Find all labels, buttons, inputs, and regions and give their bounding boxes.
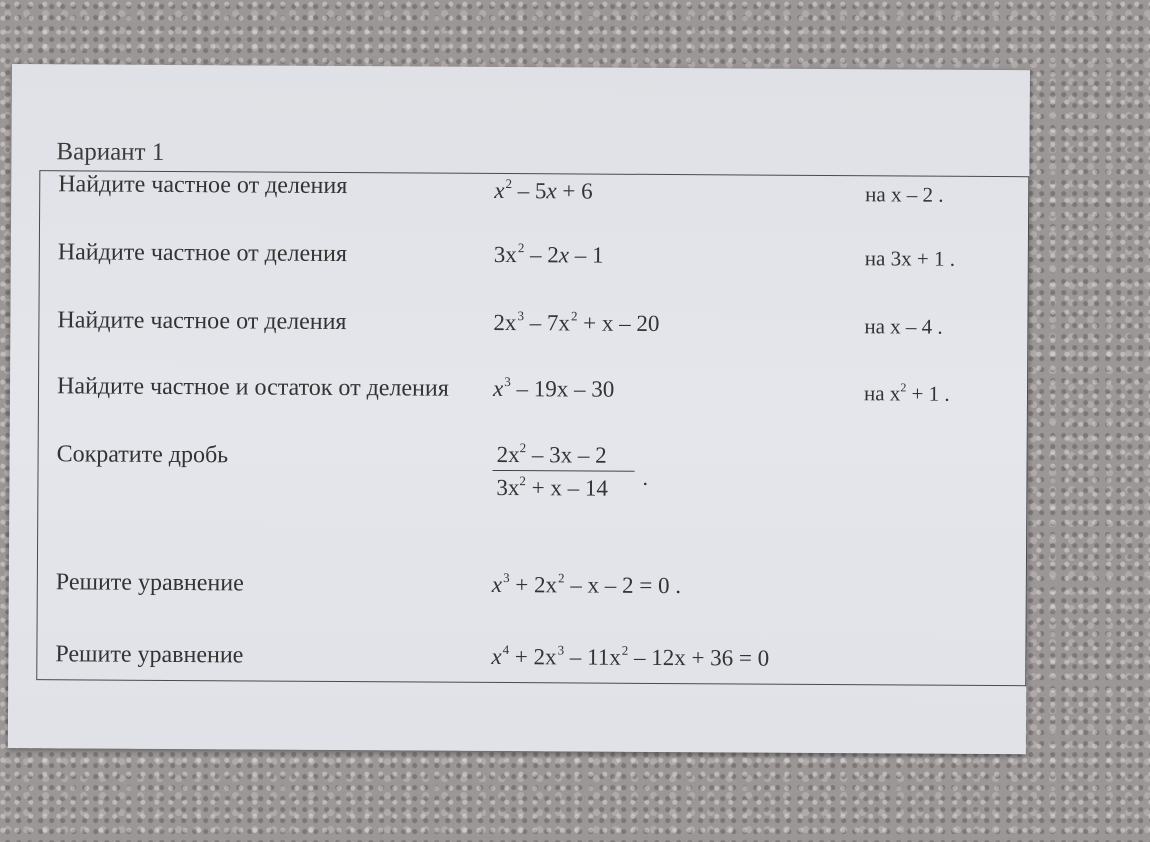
variant-title: Вариант 1 bbox=[56, 138, 165, 166]
task-divisor: на x – 4 . bbox=[864, 314, 943, 339]
task-divisor: на $x^2 + 1$ . bbox=[863, 380, 950, 406]
task-row bbox=[39, 303, 1027, 379]
task-expression: $x^3 - 19x - 30$ bbox=[492, 374, 615, 402]
task-label: Решите уравнение bbox=[55, 569, 244, 597]
fraction-denominator: $3x^2 + x - 14$ bbox=[496, 473, 608, 501]
fraction-period: . bbox=[642, 464, 649, 490]
fraction-expression bbox=[492, 440, 634, 502]
task-row bbox=[37, 637, 1025, 713]
task-expression: $3x^2 - 2x - 1$ bbox=[493, 240, 604, 268]
task-label: Сократите дробь bbox=[56, 441, 229, 469]
task-label: Найдите частное и остаток от деления bbox=[56, 373, 449, 402]
task-divisor: на 3x + 1 . bbox=[864, 246, 956, 271]
paper-sheet bbox=[8, 64, 1030, 754]
task-row bbox=[39, 369, 1027, 445]
task-row bbox=[38, 565, 1026, 641]
task-expression: $x^2 - 5x + 6$ bbox=[494, 176, 593, 204]
task-frame bbox=[36, 170, 1029, 686]
task-divisor: на x – 2 . bbox=[865, 182, 944, 207]
fraction-numerator: $2x^2 - 3x - 2$ bbox=[496, 440, 607, 468]
task-label: Решите уравнение bbox=[55, 641, 244, 669]
task-label: Найдите частное от деления bbox=[58, 171, 348, 200]
task-label: Найдите частное от деления bbox=[57, 307, 347, 336]
task-row bbox=[40, 235, 1028, 311]
fraction-bar bbox=[493, 470, 635, 472]
task-row bbox=[38, 437, 1026, 523]
task-expression: $x^4 + 2x^3 - 11x^2 - 12x + 36 = 0$ bbox=[491, 642, 770, 671]
task-label: Найдите частное от деления bbox=[57, 239, 348, 268]
task-expression: $2x^3 - 7x^2 + x - 20$ bbox=[493, 308, 660, 336]
task-expression: $x^3 + 2x^2 - x - 2 = 0$ . bbox=[491, 570, 682, 599]
